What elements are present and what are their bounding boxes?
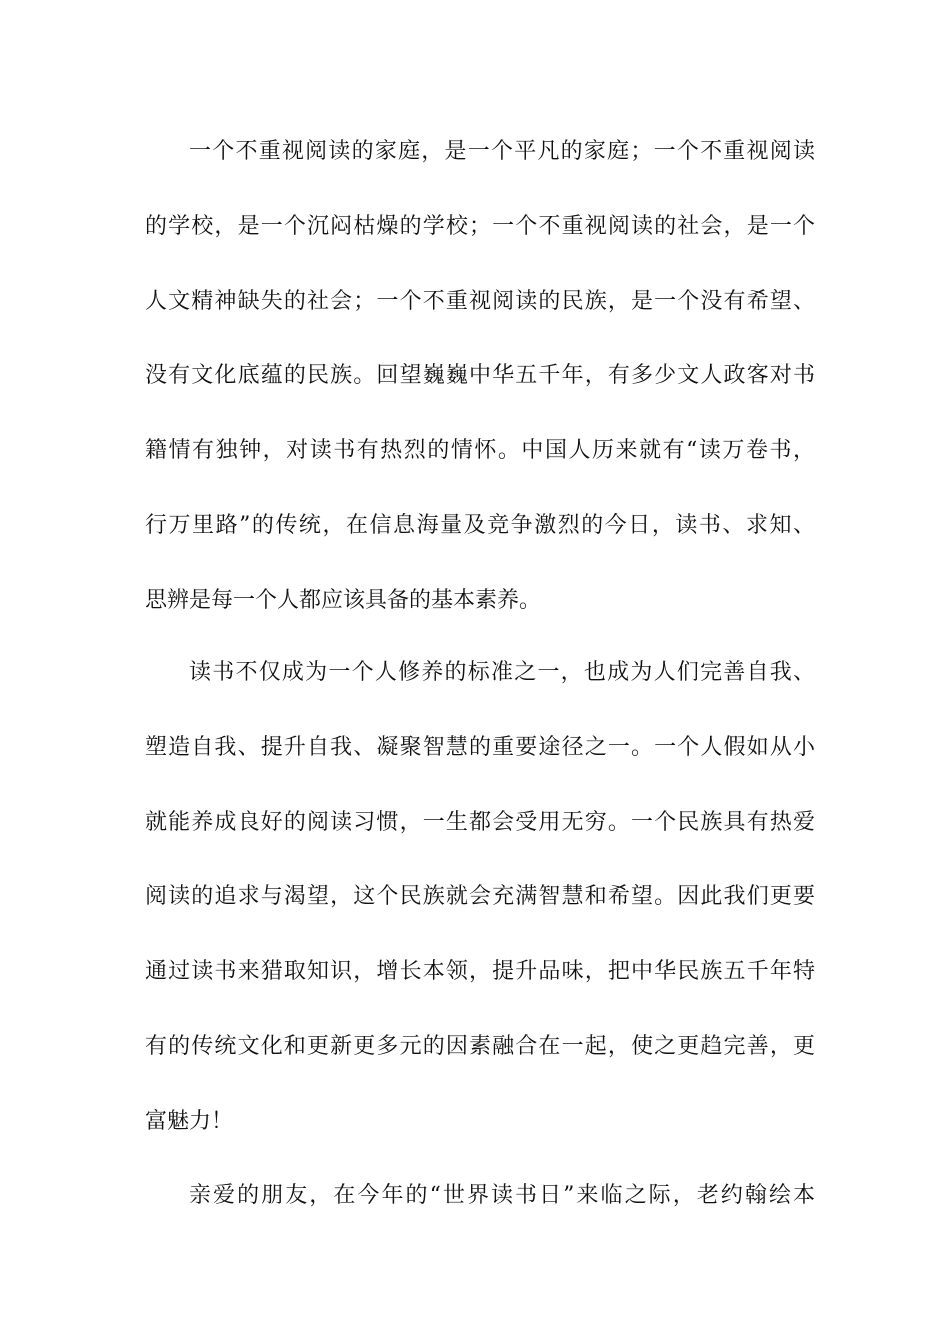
paragraph-line: 读书不仅成为一个人修养的标准之一，也成为人们完善自我、 bbox=[189, 660, 815, 685]
paragraph-line: 行万里路”的传统，在信息海量及竞争激烈的今日，读书、求知、 bbox=[145, 513, 815, 538]
paragraph-line: 的学校，是一个沉闷枯燥的学校；一个不重视阅读的社会，是一个 bbox=[145, 214, 815, 239]
paragraph-line: 塑造自我、提升自我、凝聚智慧的重要途径之一。一个人假如从小 bbox=[145, 735, 815, 760]
paragraph-line: 就能养成良好的阅读习惯，一生都会受用无穷。一个民族具有热爱 bbox=[145, 810, 815, 835]
paragraph-line: 思辨是每一个人都应该具备的基本素养。 bbox=[145, 588, 542, 613]
paragraph-line: 富魅力！ bbox=[145, 1109, 234, 1134]
paragraph-line: 人文精神缺失的社会；一个不重视阅读的民族，是一个没有希望、 bbox=[145, 289, 815, 314]
paragraph-line: 亲爱的朋友，在今年的“世界读书日”来临之际，老约翰绘本 bbox=[189, 1183, 815, 1208]
paragraph-line: 籍情有独钟，对读书有热烈的情怀。中国人历来就有“读万卷书， bbox=[145, 438, 815, 463]
paragraph-line: 没有文化底蕴的民族。回望巍巍中华五千年，有多少文人政客对书 bbox=[145, 363, 815, 388]
paragraph-line: 阅读的追求与渴望，这个民族就会充满智慧和希望。因此我们更要 bbox=[145, 884, 815, 909]
paragraph-line: 通过读书来猎取知识，增长本领，提升品味，把中华民族五千年特 bbox=[145, 959, 815, 984]
paragraph-line: 有的传统文化和更新更多元的因素融合在一起，使之更趋完善，更 bbox=[145, 1034, 815, 1059]
paragraph-line: 一个不重视阅读的家庭，是一个平凡的家庭；一个不重视阅读 bbox=[189, 139, 815, 164]
